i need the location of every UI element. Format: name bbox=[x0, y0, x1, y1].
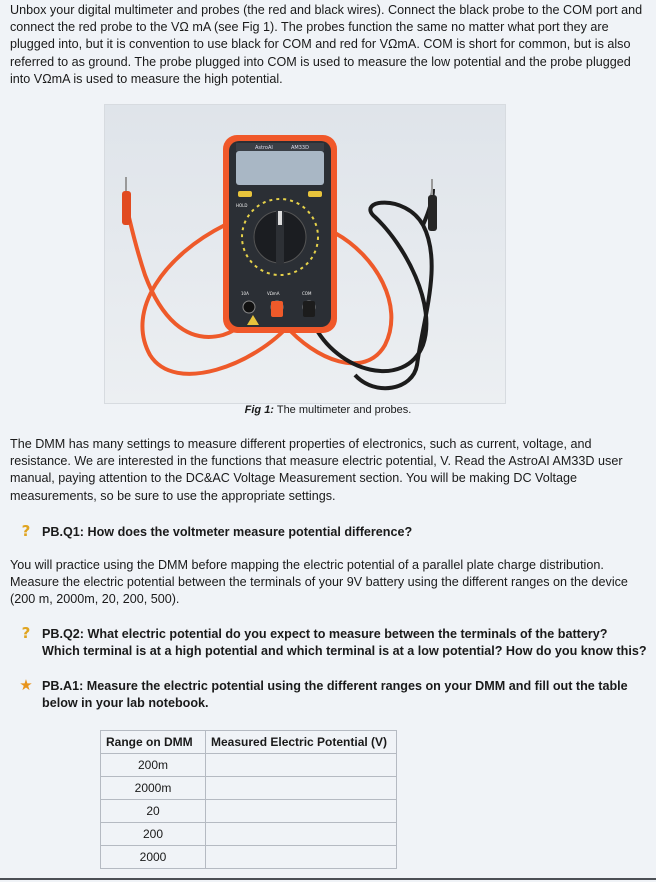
figure-caption bbox=[0, 404, 656, 416]
table-row bbox=[101, 823, 397, 846]
port-label-10a: 10A bbox=[241, 291, 249, 296]
device-brand: AstroAI bbox=[255, 145, 273, 151]
question-mark-icon: ? bbox=[21, 522, 31, 540]
question-mark-icon: ? bbox=[21, 624, 31, 642]
black-probe-handle bbox=[428, 195, 437, 231]
potential-cell bbox=[206, 846, 397, 869]
table-row bbox=[101, 754, 397, 777]
table-row bbox=[101, 846, 397, 869]
column-header-range: Range on DMM bbox=[101, 731, 206, 754]
port-10a bbox=[243, 301, 255, 313]
range-cell: 2000 bbox=[101, 846, 206, 869]
question-text: PB.Q1: How does the voltmeter measure potential difference? bbox=[42, 525, 413, 539]
column-header-potential: Measured Electric Potential (V) bbox=[206, 731, 397, 754]
port-label-vomega: VΩmA bbox=[267, 291, 280, 296]
caption-label: Fig 1: bbox=[244, 404, 274, 416]
range-cell: 2000m bbox=[101, 777, 206, 800]
table-row bbox=[101, 777, 397, 800]
caption-text: The multimeter and probes. bbox=[276, 404, 412, 416]
multimeter-illustration bbox=[105, 105, 505, 403]
activity-pb-a1 bbox=[18, 678, 648, 712]
range-cell: 20 bbox=[101, 800, 206, 823]
question-text: PB.Q2: What electric potential do you expect to measure between the terminals of the battery? Which terminal is at a high potential and which terminal is at a low potential? How do you know this? bbox=[42, 627, 647, 659]
table-row bbox=[101, 800, 397, 823]
activity-text: PB.A1: Measure the electric potential using the different ranges on your DMM and fill out the table below in your lab notebook. bbox=[42, 679, 628, 711]
question-pb-q1 bbox=[18, 524, 648, 541]
table-header-row bbox=[101, 731, 397, 754]
multimeter-display bbox=[236, 151, 324, 185]
red-probe-handle bbox=[122, 191, 131, 225]
multimeter-photo bbox=[104, 104, 506, 404]
measurement-table bbox=[100, 730, 397, 869]
potential-cell bbox=[206, 823, 397, 846]
page-bottom-rule bbox=[0, 878, 656, 880]
range-cell: 200m bbox=[101, 754, 206, 777]
potential-cell bbox=[206, 777, 397, 800]
potential-cell bbox=[206, 754, 397, 777]
dmm-paragraph: The DMM has many settings to measure different properties of electronics, such as current, voltage, and resistance. We are interested in the functions that measure electric potential, V. Read the AstroAI AM33D user manual, paying attention to the DC&AC Voltage Measurement section. You will be making DC Voltage measurements, so be sure to use the appropriate settings. bbox=[10, 437, 623, 503]
intro-paragraph: Unbox your digital multimeter and probes (the red and black wires). Connect the black probe to the COM port and connect the red probe to the VΩ mA (see Fig 1). The probes function the same no matter what port they are plugged into, but it is convention to use black for COM and red for VΩmA. COM is short for common, but is also referred to as ground. The probe plugged into COM is used to measure the low potential and the probe plugged into VΩmA is used to measure the high potential. bbox=[10, 3, 643, 86]
question-pb-q2 bbox=[18, 626, 648, 660]
potential-cell bbox=[206, 800, 397, 823]
port-label-com: COM bbox=[302, 291, 312, 296]
device-model: AM33D bbox=[291, 145, 309, 151]
dial-label: HOLD bbox=[236, 203, 248, 208]
practice-paragraph: You will practice using the DMM before mapping the electric potential of a parallel plate charge distribution. Measure the electric potential between the terminals of your 9V battery using the different ranges on the device (200 m, 2000m, 20, 200, 500). bbox=[10, 558, 628, 607]
range-cell: 200 bbox=[101, 823, 206, 846]
star-icon: ★ bbox=[19, 676, 33, 694]
